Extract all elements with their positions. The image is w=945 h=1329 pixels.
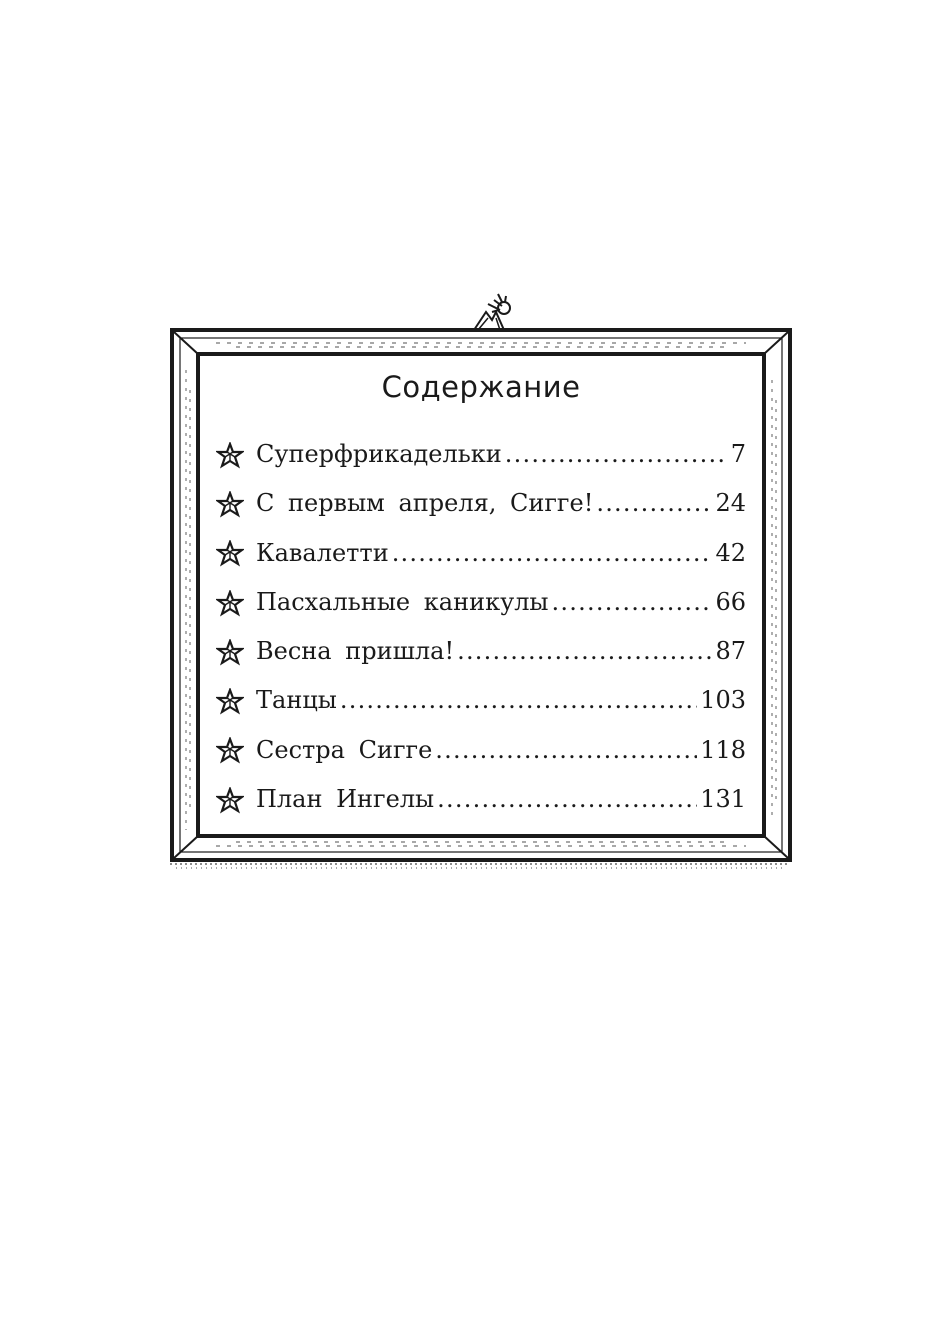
toc-entry-page: 103	[700, 686, 746, 715]
dot-leader	[457, 631, 712, 671]
toc-entry-page: 131	[700, 785, 746, 814]
page-title: Содержание	[381, 370, 581, 404]
toc-frame	[166, 290, 796, 875]
toc-entry-title: Весна пришла!	[256, 637, 455, 666]
toc-entry[interactable]	[216, 533, 746, 582]
toc-entry[interactable]	[216, 434, 746, 483]
toc-entry-title: С первым апреля, Сигге!	[256, 489, 594, 518]
star-icon	[216, 491, 244, 519]
dot-leader	[505, 434, 728, 474]
toc-entry-page: 66	[715, 587, 746, 616]
toc-entry-title: Кавалетти	[256, 538, 389, 567]
toc-entry-title: Суперфрикадельки	[256, 440, 502, 468]
toc-entry-page: 7	[730, 440, 746, 468]
dot-leader	[435, 730, 697, 770]
toc-entry[interactable]	[216, 483, 746, 532]
dot-leader	[552, 582, 713, 622]
star-icon	[216, 688, 244, 716]
dot-leader	[596, 483, 712, 523]
star-icon	[216, 639, 244, 667]
toc-entry[interactable]	[216, 779, 746, 828]
star-icon	[216, 737, 244, 765]
toc-entry-title: Пасхальные каникулы	[256, 587, 549, 616]
dot-leader	[437, 779, 697, 819]
toc-entry[interactable]	[216, 631, 746, 680]
dot-leader	[392, 533, 713, 573]
toc-entry-page: 24	[715, 489, 746, 518]
toc-entry-title: План Ингелы	[256, 785, 435, 814]
toc-entry-title: Сестра Сигге	[256, 735, 433, 764]
toc-entry-title: Танцы	[256, 686, 337, 715]
toc-entry[interactable]	[216, 680, 746, 729]
star-icon	[216, 787, 244, 815]
star-icon	[216, 442, 244, 470]
nail-icon	[474, 294, 510, 330]
toc-entry-page: 118	[700, 735, 746, 764]
dot-leader	[340, 680, 697, 720]
toc-entry[interactable]	[216, 730, 746, 779]
toc-entry-page: 87	[715, 637, 746, 666]
toc-entry[interactable]	[216, 582, 746, 631]
toc-entry-page: 42	[715, 538, 746, 567]
toc-list	[216, 434, 746, 828]
star-icon	[216, 540, 244, 568]
star-icon	[216, 590, 244, 618]
